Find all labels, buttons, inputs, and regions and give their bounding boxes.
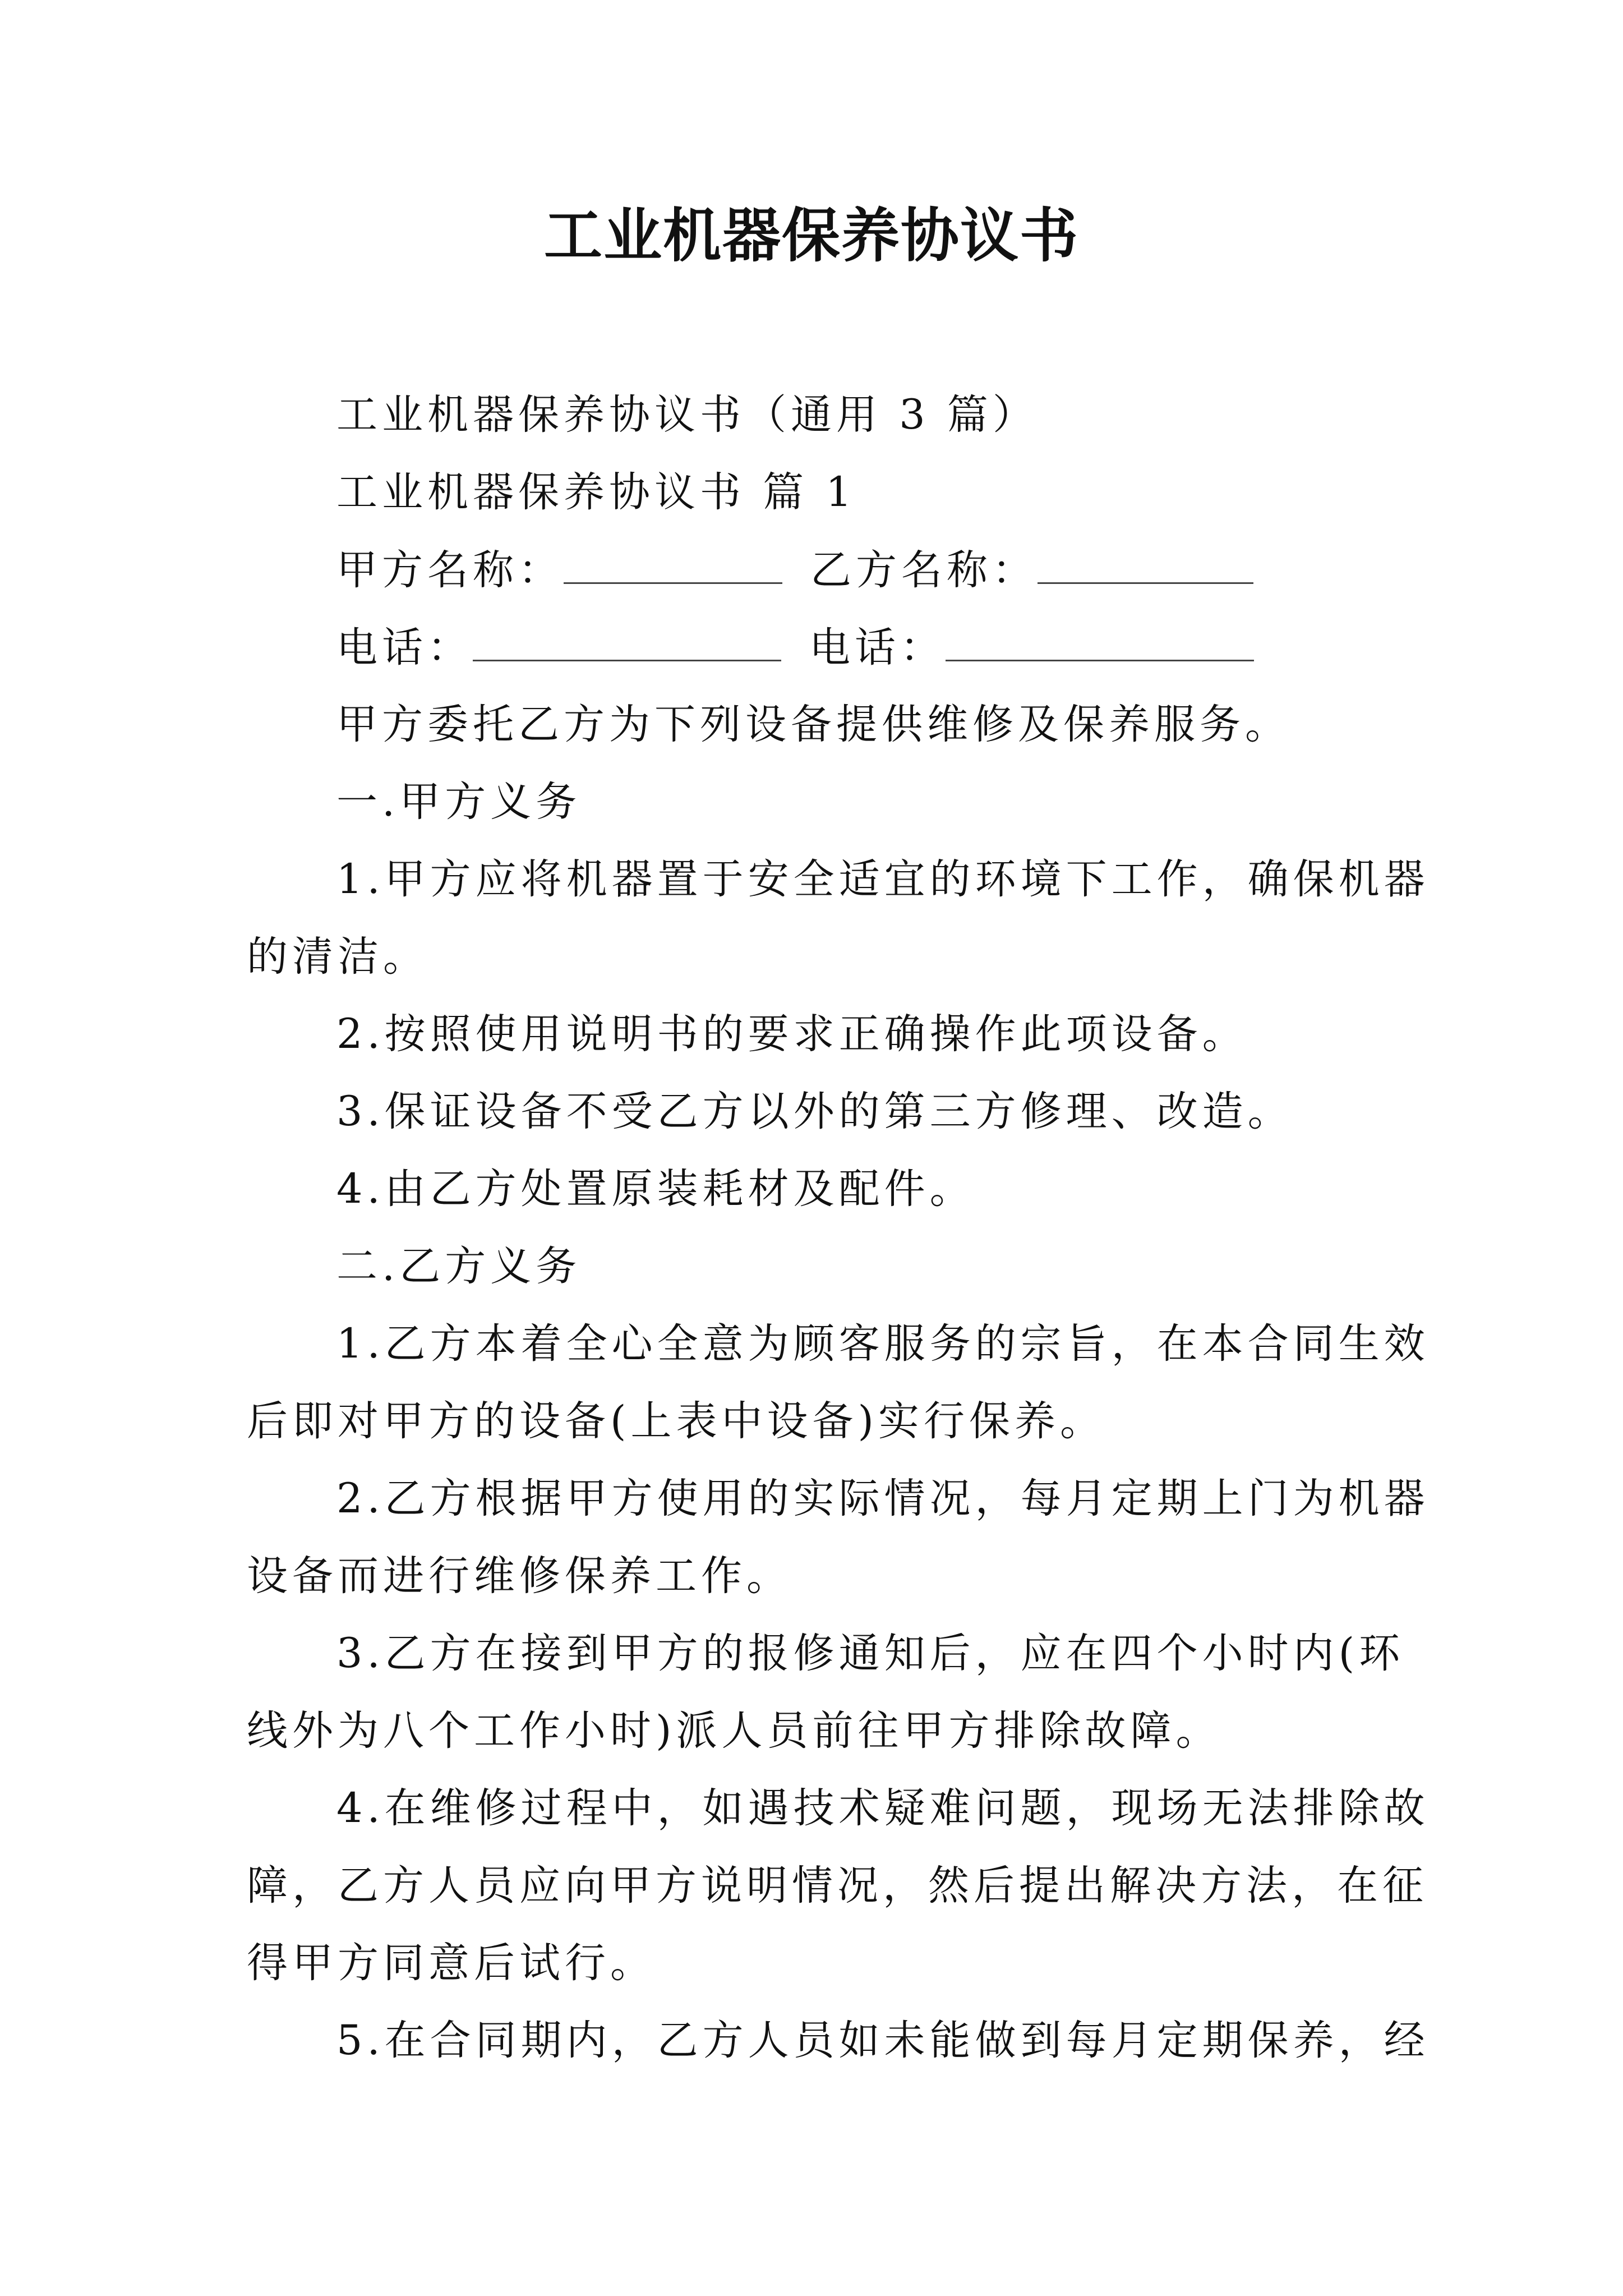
part2-item-2-line1: 2.乙方根据甲方使用的实际情况，每月定期上门为机器 xyxy=(336,1475,1430,1522)
party-a-phone-blank xyxy=(473,619,781,661)
part2-item-4-line2: 障，乙方人员应向甲方说明情况，然后提出解决方法，在征 xyxy=(247,1862,1428,1910)
part2-heading: 二.乙方义务 xyxy=(336,1243,582,1290)
party-b-phone-blank xyxy=(946,619,1254,661)
part1-item-4: 4.由乙方处置原装耗材及配件。 xyxy=(336,1165,975,1213)
part2-item-5-line1: 5.在合同期内，乙方人员如未能做到每月定期保养，经 xyxy=(336,2017,1430,2064)
part2-item-4-line3: 得甲方同意后试行。 xyxy=(247,1939,656,1987)
party-names-row xyxy=(336,542,1253,599)
party-b-phone-label: 电话： xyxy=(809,624,946,671)
document-title: 工业机器保养协议书 xyxy=(543,201,1079,270)
party-a-phone-label: 电话： xyxy=(336,624,473,671)
part1-item-1-line2: 的清洁。 xyxy=(247,933,428,981)
section-heading: 工业机器保养协议书 篇 1 xyxy=(336,468,856,516)
part2-item-4-line1: 4.在维修过程中，如遇技术疑难问题，现场无法排除故 xyxy=(336,1784,1430,1832)
part1-heading: 一.甲方义务 xyxy=(336,778,582,826)
party-b-name-blank xyxy=(1038,542,1253,584)
part2-item-2-line2: 设备而进行维修保养工作。 xyxy=(247,1552,792,1600)
part2-item-3-line1: 3.乙方在接到甲方的报修通知后，应在四个小时内(环 xyxy=(336,1630,1405,1677)
part2-item-1-line2: 后即对甲方的设备(上表中设备)实行保养。 xyxy=(247,1397,1105,1445)
document-subtitle: 工业机器保养协议书（通用 3 篇） xyxy=(336,391,1038,439)
part2-item-3-line2: 线外为八个工作小时)派人员前往甲方排除故障。 xyxy=(247,1707,1221,1755)
intro-paragraph: 甲方委托乙方为下列设备提供维修及保养服务。 xyxy=(336,701,1290,748)
party-a-name-label: 甲方名称： xyxy=(336,546,564,594)
party-phones-row xyxy=(336,619,1254,676)
part1-item-1-line1: 1.甲方应将机器置于安全适宜的环境下工作，确保机器 xyxy=(336,855,1430,903)
part1-item-3: 3.保证设备不受乙方以外的第三方修理、改造。 xyxy=(336,1088,1293,1135)
part1-item-2: 2.按照使用说明书的要求正确操作此项设备。 xyxy=(336,1010,1248,1058)
party-b-name-label: 乙方名称： xyxy=(810,546,1038,594)
party-a-name-blank xyxy=(564,542,782,584)
part2-item-1-line1: 1.乙方本着全心全意为顾客服务的宗旨，在本合同生效 xyxy=(336,1320,1430,1368)
